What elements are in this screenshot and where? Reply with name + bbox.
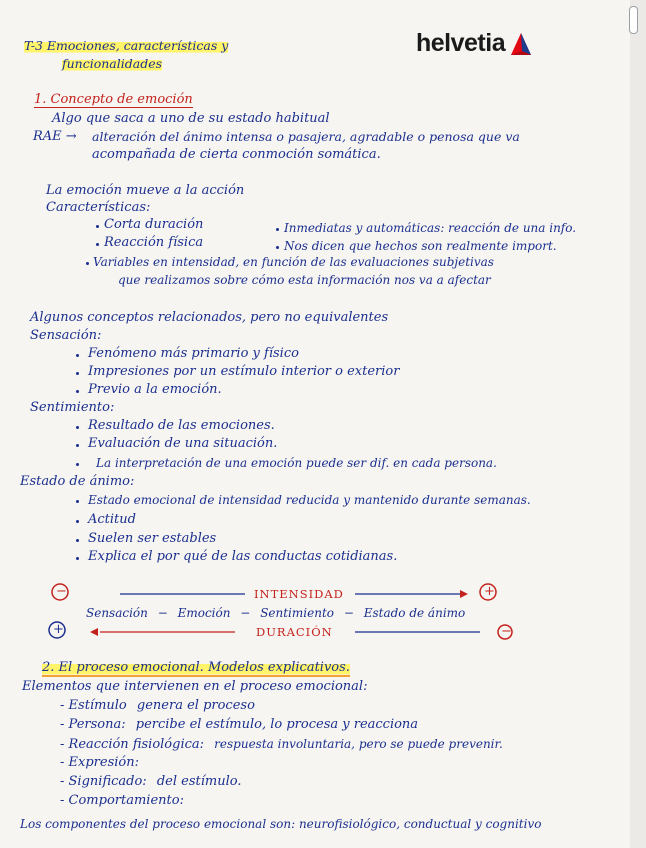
estado-item-3: Suelen ser estables	[88, 531, 217, 546]
char-right-2: Nos dicen que hechos son realmente import.	[284, 239, 557, 253]
intensity-label: INTENSIDAD	[254, 587, 344, 601]
bullet	[76, 444, 79, 447]
estado-label: Estado de ánimo:	[20, 474, 135, 489]
bullet	[96, 225, 99, 228]
sensacion-item-2: Impresiones por un estímulo interior o exterior	[88, 364, 400, 379]
char-variable-1: Variables en intensidad, en función de las evaluaciones subjetivas	[93, 255, 494, 269]
sensacion-label: Sensación:	[30, 328, 102, 343]
plus-symbol-2: +	[53, 622, 64, 637]
estado-item-1: Estado emocional de intensidad reducida y mantenido durante semanas.	[88, 493, 531, 507]
sequence-row	[86, 605, 465, 621]
seq-separator: −	[240, 606, 251, 620]
estado-item-2: Actitud	[88, 512, 136, 527]
sentimiento-item-1: Resultado de las emociones.	[88, 418, 275, 433]
minus-symbol: −	[56, 584, 67, 599]
concepts-heading: Algunos conceptos relacionados, pero no equivalentes	[30, 310, 389, 325]
char-variable-2: que realizamos sobre cómo esta información nos va a afectar	[118, 273, 491, 287]
sentimiento-label: Sentimiento:	[30, 400, 115, 415]
element-item-4: - Expresión:	[60, 755, 139, 770]
estado-item-4: Explica el por qué de las conductas cotidianas.	[88, 549, 398, 564]
bullet	[76, 520, 79, 523]
helvetia-logo	[416, 29, 534, 58]
characteristics-label: Características:	[46, 200, 151, 215]
sensacion-item-3: Previo a la emoción.	[88, 382, 222, 397]
duration-arrowhead-icon	[90, 628, 98, 636]
bullet	[276, 246, 279, 249]
bullet	[76, 372, 79, 375]
bullet	[76, 539, 79, 542]
emotion-moves-text: La emoción mueve a la acción	[46, 183, 245, 198]
seq-separator: −	[157, 606, 168, 620]
definition-line-3: acompañada de cierta conmoción somática.	[92, 147, 381, 162]
bullet	[76, 463, 79, 466]
bullet	[76, 354, 79, 357]
seq-emocion: Emoción	[177, 606, 231, 620]
title-line-2: funcionalidades	[62, 56, 163, 71]
definition-line-1: Algo que saca a uno de su estado habitual	[52, 111, 330, 126]
intensity-arrowhead-icon	[460, 590, 468, 598]
seq-sentimiento: Sentimiento	[260, 606, 334, 620]
char-left-2: Reacción física	[104, 235, 204, 250]
bullet	[86, 262, 89, 265]
rae-label: RAE →	[33, 129, 77, 144]
element-item-6: - Comportamiento:	[60, 793, 184, 808]
element-item-1: - Estímulo genera el proceso	[60, 698, 255, 713]
bullet	[76, 390, 79, 393]
element-item-2: - Persona: percibe el estímulo, lo procesa y reacciona	[60, 717, 419, 732]
scrollbar-handle[interactable]	[629, 6, 638, 34]
seq-estado: Estado de ánimo	[363, 606, 466, 620]
bullet	[76, 426, 79, 429]
sentimiento-item-3: La interpretación de una emoción puede ser dif. en cada persona.	[96, 456, 497, 470]
section1-heading: 1. Concepto de emoción	[34, 92, 193, 107]
section2-heading: 2. El proceso emocional. Modelos explicativos.	[42, 660, 350, 675]
bullet	[276, 228, 279, 231]
title-line-1: T-3 Emociones, características y	[24, 38, 229, 53]
components-line: Los componentes del proceso emocional son: neurofisiológico, conductual y cognitivo	[20, 817, 542, 831]
page-edge	[630, 0, 646, 848]
char-left-1: Corta duración	[104, 217, 204, 232]
element-item-3: - Reacción fisiológica: respuesta involuntaria, pero se puede prevenir.	[60, 737, 503, 752]
bullet	[76, 557, 79, 560]
elements-label: Elementos que intervienen en el proceso emocional:	[22, 679, 368, 694]
plus-symbol: +	[484, 584, 495, 599]
duration-label: DURACIÓN	[256, 625, 333, 639]
seq-separator: −	[343, 606, 354, 620]
element-item-5: - Significado: del estímulo.	[60, 774, 242, 789]
logo-mark-icon	[508, 31, 534, 57]
bullet	[96, 243, 99, 246]
seq-sensacion: Sensación	[86, 606, 148, 620]
sentimiento-item-2: Evaluación de una situación.	[88, 436, 278, 451]
minus-symbol-2: −	[501, 624, 512, 639]
bullet	[76, 500, 79, 503]
sensacion-item-1: Fenómeno más primario y físico	[88, 346, 299, 361]
definition-line-2: alteración del ánimo intensa o pasajera, agradable o penosa que va	[92, 129, 520, 144]
logo-text: helvetia	[416, 29, 506, 57]
char-right-1: Inmediatas y automáticas: reacción de una info.	[284, 221, 577, 235]
